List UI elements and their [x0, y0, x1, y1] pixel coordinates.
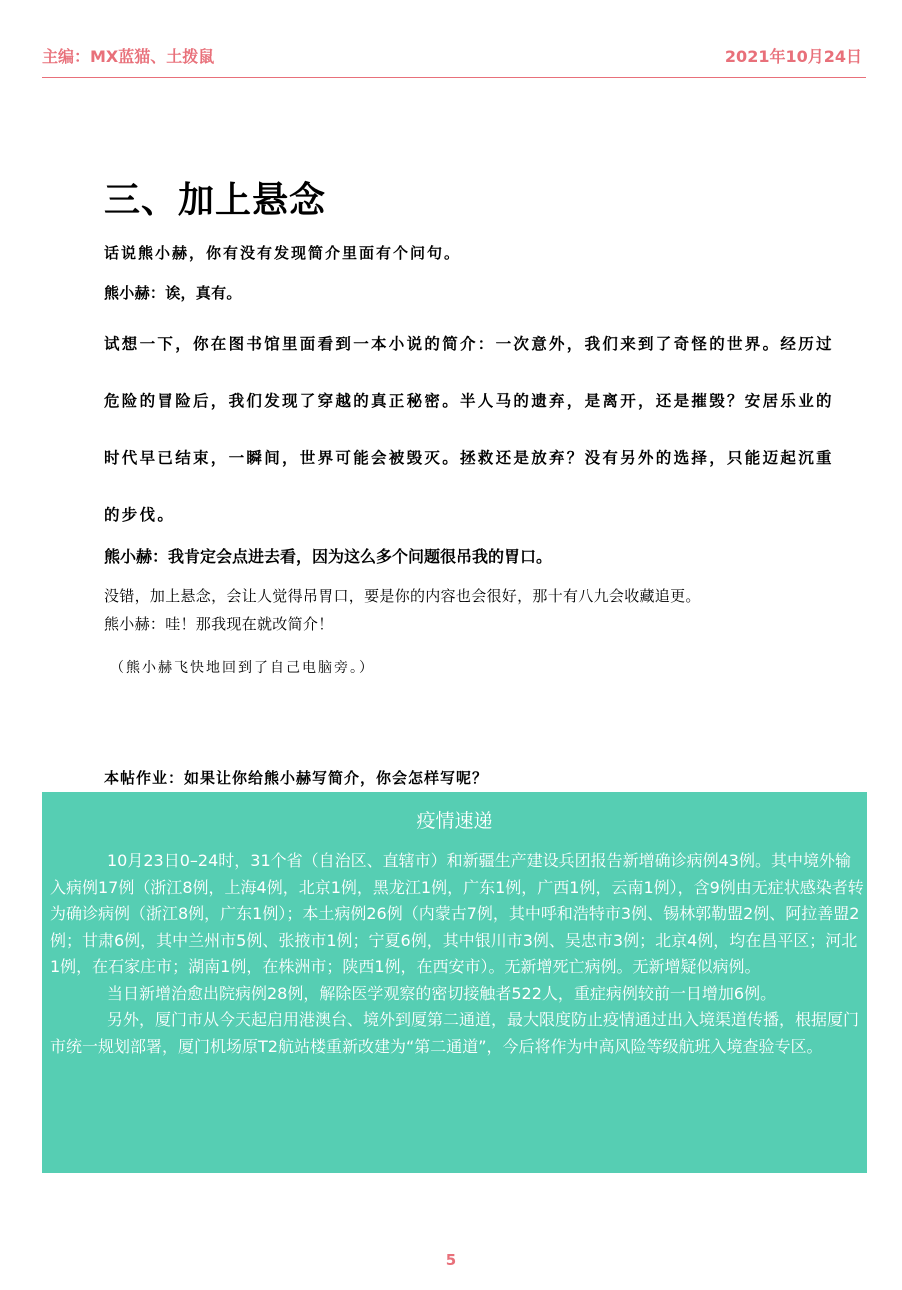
homework-prompt: 本帖作业：如果让你给熊小赫写简介，你会怎样写呢？ [104, 769, 489, 787]
dialogue-line-5: 熊小赫：哇！那我现在就改简介！ [104, 615, 334, 633]
dialogue-line-1: 话说熊小赫，你有没有发现简介里面有个问句。 [104, 244, 462, 262]
news-paragraph: 当日新增治愈出院病例28例，解除医学观察的密切接触者522人，重症病例较前一日增加6例。 [107, 983, 777, 1003]
header-divider [42, 77, 866, 78]
page-number: 5 [445, 1251, 457, 1269]
news-paragraph: 另外，厦门市从今天起启用港澳台、境外到厦第二通道，最大限度防止疫情通过出入境渠道传播，根据厦门市统一规划部署，厦门机场原T2航站楼重新改建为“第二通道”，今后将作为中高风险等级航班入境查验专区。 [50, 1010, 860, 1056]
section-title: 三、加上悬念 [104, 180, 327, 221]
news-body [50, 848, 864, 1060]
dialogue-line-3: 熊小赫：我肯定会点进去看，因为这么多个问题很吊我的胃口。 [104, 547, 553, 566]
news-paragraph: 10月23日0–24时，31个省（自治区、直辖市）和新疆生产建设兵团报告新增确诊病例43例。其中境外输入病例17例（浙江8例，上海4例，北京1例，黑龙江1例，广东1例，广西1例，云南1例），含9例由无症状感染者转为确诊病例（浙江8例，广东1例）；本土病例26例（内蒙古7例，其中呼和浩特市3例、锡林郭勒盟2例、阿拉善盟2例；甘肃6例，其中兰州市5例、张掖市1例；宁夏6例，其中银川市3例、吴忠市3例；北京4例，均在昌平区；河北1例，在石家庄市；湖南1例，在株洲市；陕西1例，在西安市）。无新增死亡病例。无新增疑似病例。 [50, 851, 864, 976]
news-panel [42, 792, 867, 1173]
news-title: 疫情速递 [416, 810, 493, 832]
dialogue-line-2: 熊小赫：诶，真有。 [104, 284, 242, 302]
dialogue-line-4: 没错，加上悬念，会让人觉得吊胃口，要是你的内容也会很好，那十有八九会收藏追更。 [104, 587, 701, 605]
story-blurb-paragraph: 试想一下，你在图书馆里面看到一本小说的简介：一次意外，我们来到了奇怪的世界。经历过危险的冒险后，我们发现了穿越的真正秘密。半人马的遗弃，是离开，还是摧毁？安居乐业的时代早已结束，一瞬间，世界可能会被毁灭。拯救还是放弃？没有另外的选择，只能迈起沉重的步伐。 [104, 334, 834, 524]
stage-direction: （熊小赫飞快地回到了自己电脑旁。） [110, 660, 375, 676]
header-editors: 主编：MX蓝猫、土拨鼠 [42, 47, 215, 66]
header-date: 2021年10月24日 [724, 47, 862, 66]
